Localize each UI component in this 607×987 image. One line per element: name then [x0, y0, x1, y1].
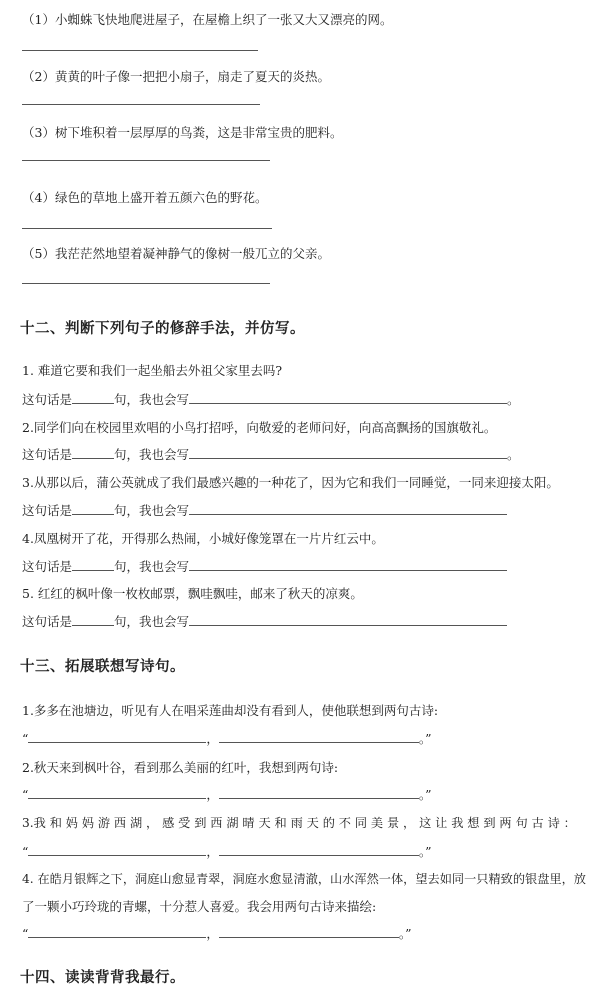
rhetoric-question: 2.同学们向在校园里欢唱的小鸟打招呼，向敬爱的老师问好，向高高飘扬的国旗敬礼。: [22, 420, 497, 435]
answer-mid: 句，我也会写: [114, 559, 190, 574]
section-14-title: 十四、读读背背我最行。: [20, 970, 185, 986]
rhetoric-question: 3.从那以后，蒲公英就成了我们最感兴趣的一种花了，因为它和我们一同睡觉，一同来迎接太阳。: [22, 475, 559, 490]
answer-row: [22, 612, 507, 630]
answer-row: [22, 557, 507, 575]
imitation-blank[interactable]: [189, 502, 507, 515]
answer-mid: 句，我也会写: [114, 503, 190, 518]
answer-end: 。: [507, 447, 520, 462]
section-13-title: 十三、拓展联想写诗句。: [20, 659, 185, 675]
answer-line[interactable]: [22, 50, 258, 51]
answer-line[interactable]: [22, 160, 270, 161]
poem-answer-row: [22, 924, 412, 942]
answer-row: [22, 390, 520, 408]
poem-answer-row: [22, 785, 432, 803]
answer-blank[interactable]: [72, 502, 114, 515]
answer-prefix: 这句话是: [22, 559, 73, 574]
poem-question: 1.多多在池塘边，听见有人在唱采莲曲却没有看到人，使他联想到两句古诗:: [22, 703, 439, 718]
answer-mid: 句，我也会写: [114, 447, 190, 462]
poem-line-blank[interactable]: [219, 843, 419, 856]
answer-mid: 句，我也会写: [114, 392, 190, 407]
section-12-title: 十二、判断下列句子的修辞手法，并仿写。: [20, 321, 305, 337]
poem-line-blank[interactable]: [28, 786, 206, 799]
imitation-blank[interactable]: [189, 391, 507, 404]
comma: ，: [206, 844, 219, 859]
answer-blank[interactable]: [72, 446, 114, 459]
imitation-blank[interactable]: [189, 446, 507, 459]
item-11-2: （2）黄黄的叶子像一把把小扇子，扇走了夏天的炎热。: [22, 69, 330, 84]
poem-line-blank[interactable]: [219, 925, 399, 938]
poem-question: 2.秋天来到枫叶谷，看到那么美丽的红叶，我想到两句诗:: [22, 760, 339, 775]
answer-line[interactable]: [22, 283, 270, 284]
comma: ，: [206, 731, 219, 746]
imitation-blank[interactable]: [189, 613, 507, 626]
item-11-3: （3）树下堆积着一层厚厚的鸟粪，这是非常宝贵的肥料。: [22, 125, 343, 140]
open-quote: “: [22, 926, 29, 941]
close-quote: 。”: [418, 844, 432, 859]
close-quote: 。”: [398, 926, 412, 941]
poem-question: 3.我 和 妈 妈 游 西 湖 ， 感 受 到 西 湖 晴 天 和 雨 天 的 不 同 美 景 ， 这 让 我 想 到 两 句 古 诗 ：: [22, 816, 576, 830]
imitation-blank[interactable]: [189, 558, 507, 571]
answer-prefix: 这句话是: [22, 392, 73, 407]
answer-blank[interactable]: [72, 558, 114, 571]
poem-line-blank[interactable]: [28, 925, 206, 938]
close-quote: 。”: [418, 731, 432, 746]
answer-blank[interactable]: [72, 391, 114, 404]
open-quote: “: [22, 844, 29, 859]
answer-prefix: 这句话是: [22, 503, 73, 518]
answer-line[interactable]: [22, 228, 272, 229]
comma: ，: [206, 926, 219, 941]
open-quote: “: [22, 731, 29, 746]
answer-prefix: 这句话是: [22, 447, 73, 462]
rhetoric-question: 4.凤凰树开了花，开得那么热闹，小城好像笼罩在一片片红云中。: [22, 531, 384, 546]
poem-line-blank[interactable]: [219, 786, 419, 799]
comma: ，: [206, 787, 219, 802]
item-11-1: （1）小蜘蛛飞快地爬进屋子，在屋檐上织了一张又大又漂亮的网。: [22, 12, 393, 27]
answer-prefix: 这句话是: [22, 614, 73, 629]
poem-answer-row: [22, 729, 432, 747]
answer-end: 。: [507, 392, 520, 407]
poem-question-continued: 了一颗小巧玲珑的青螺，十分惹人喜爱。我会用两句古诗来描绘:: [22, 899, 377, 914]
answer-row: [22, 445, 520, 463]
poem-answer-row: [22, 842, 432, 860]
answer-row: [22, 501, 507, 519]
rhetoric-question: 5. 红红的枫叶像一枚枚邮票，飘哇飘哇，邮来了秋天的凉爽。: [22, 586, 363, 601]
answer-mid: 句，我也会写: [114, 614, 190, 629]
poem-line-blank[interactable]: [219, 730, 419, 743]
item-11-5: （5）我茫茫然地望着凝神静气的像树一般兀立的父亲。: [22, 246, 330, 261]
poem-line-blank[interactable]: [28, 730, 206, 743]
close-quote: 。”: [418, 787, 432, 802]
rhetoric-question: 1. 难道它要和我们一起坐船去外祖父家里去吗?: [22, 363, 283, 378]
poem-line-blank[interactable]: [28, 843, 206, 856]
answer-blank[interactable]: [72, 613, 114, 626]
item-11-4: （4）绿色的草地上盛开着五颜六色的野花。: [22, 190, 268, 205]
answer-line[interactable]: [22, 104, 260, 105]
poem-question: 4. 在皓月银辉之下，洞庭山愈显青翠，洞庭水愈显清澈，山水浑然一体，望去如同一只精致的银盘里，放: [22, 872, 586, 886]
open-quote: “: [22, 787, 29, 802]
